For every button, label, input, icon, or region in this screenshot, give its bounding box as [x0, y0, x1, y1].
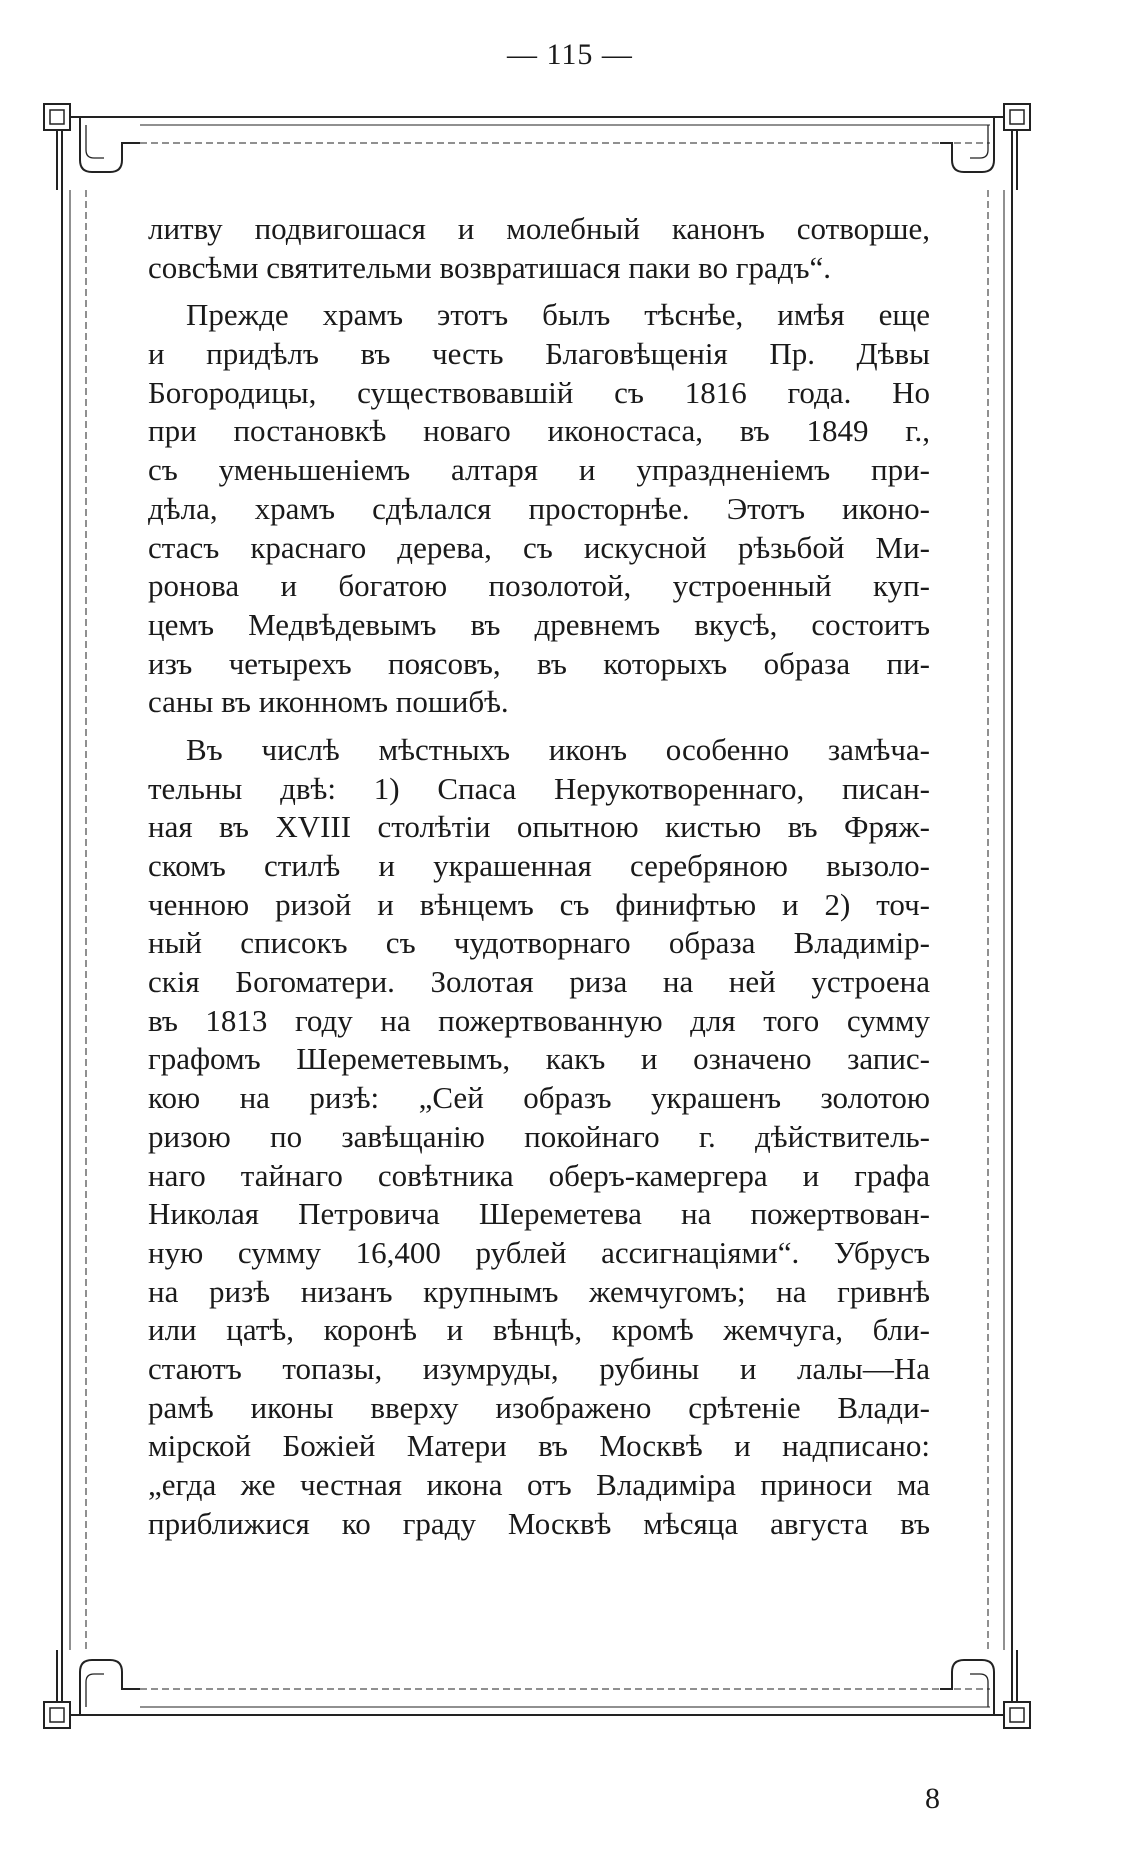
text-line: и придѣлъ въ честь Благовѣщенія Пр. Дѣвы [148, 336, 930, 372]
text-line: при постановкѣ новаго иконостаса, въ 1849 г., [148, 413, 930, 449]
body-text [148, 210, 930, 1543]
text-line: съ уменьшеніемъ алтаря и упраздненіемъ при- [148, 452, 930, 488]
text-line: кою на ризѣ: „Сей образъ украшенъ золотою [148, 1080, 930, 1116]
text-line: приближися ко граду Москвѣ мѣсяца августа въ [148, 1505, 930, 1541]
text-line: или цатѣ, коронѣ и вѣнцѣ, кромѣ жемчуга, бли- [148, 1312, 930, 1348]
text-line: графомъ Шереметевымъ, какъ и означено запис- [148, 1041, 930, 1077]
page-number: — 115 — [507, 38, 633, 71]
text-line: ный списокъ съ чудотворнаго образа Владимір- [148, 925, 930, 961]
text-line: ную сумму 16,400 рублей ассигнаціями“. Убрусъ [148, 1234, 930, 1270]
text-line: цемъ Медвѣдевымъ въ древнемъ вкусѣ, состоитъ [148, 606, 930, 642]
text-line: скомъ стилѣ и украшенная серебряною вызоло- [148, 848, 930, 883]
text-line: ченною ризой и вѣнцемъ съ финифтью и 2) точ- [148, 886, 930, 922]
text-line: рамѣ иконы вверху изображено срѣтеніе Влади- [148, 1389, 930, 1425]
text-line: тельны двѣ: 1) Спаса Нерукотвореннаго, писан- [148, 770, 930, 806]
text-line: ная въ XVIII столѣтіи опытною кистью въ Фряж- [148, 809, 930, 845]
text-line: изъ четырехъ поясовъ, въ которыхъ образа пи- [148, 645, 930, 681]
text-line: Николая Петровича Шереметева на пожертвован- [148, 1196, 930, 1232]
text-line: Въ числѣ мѣстныхъ иконъ особенно замѣча- [186, 731, 930, 767]
text-line: стаютъ топазы, изумруды, рубины и лалы—На [148, 1350, 930, 1386]
text-line: саны въ иконномъ пошибѣ. [148, 684, 509, 720]
text-line: Богородицы, существовавшій съ 1816 года. Но [148, 374, 930, 410]
text-line: дѣла, храмъ сдѣлался просторнѣе. Этотъ иконо- [148, 490, 930, 526]
text-line: Прежде храмъ этотъ былъ тѣснѣе, имѣя еще [186, 297, 930, 333]
text-line: совсѣми святительми возвратишася паки во градъ“. [148, 249, 832, 285]
text-line: „егда же честная икона отъ Владиміра приноси ма [148, 1467, 930, 1502]
text-line: ризою по завѣщанію покойнаго г. дѣйствитель- [148, 1118, 930, 1154]
text-line: литву подвигошася и молебный канонъ сотворше, [148, 211, 930, 246]
text-line: въ 1813 году на пожертвованную для того сумму [148, 1002, 930, 1038]
text-line: мірской Божіей Матери въ Москвѣ и надписано: [148, 1428, 930, 1464]
text-line: стасъ краснаго дерева, съ искусной рѣзьбой Ми- [148, 529, 930, 565]
text-line: ронова и богатою позолотой, устроенный куп- [148, 568, 930, 604]
text-line: скія Богоматери. Золотая риза на ней устроена [148, 964, 930, 1000]
text-line: на ризѣ низанъ крупнымъ жемчугомъ; на гривнѣ [148, 1273, 930, 1309]
text-line: наго тайнаго совѣтника оберъ-камергера и графа [148, 1157, 930, 1193]
signature-mark: 8 [925, 1782, 940, 1815]
